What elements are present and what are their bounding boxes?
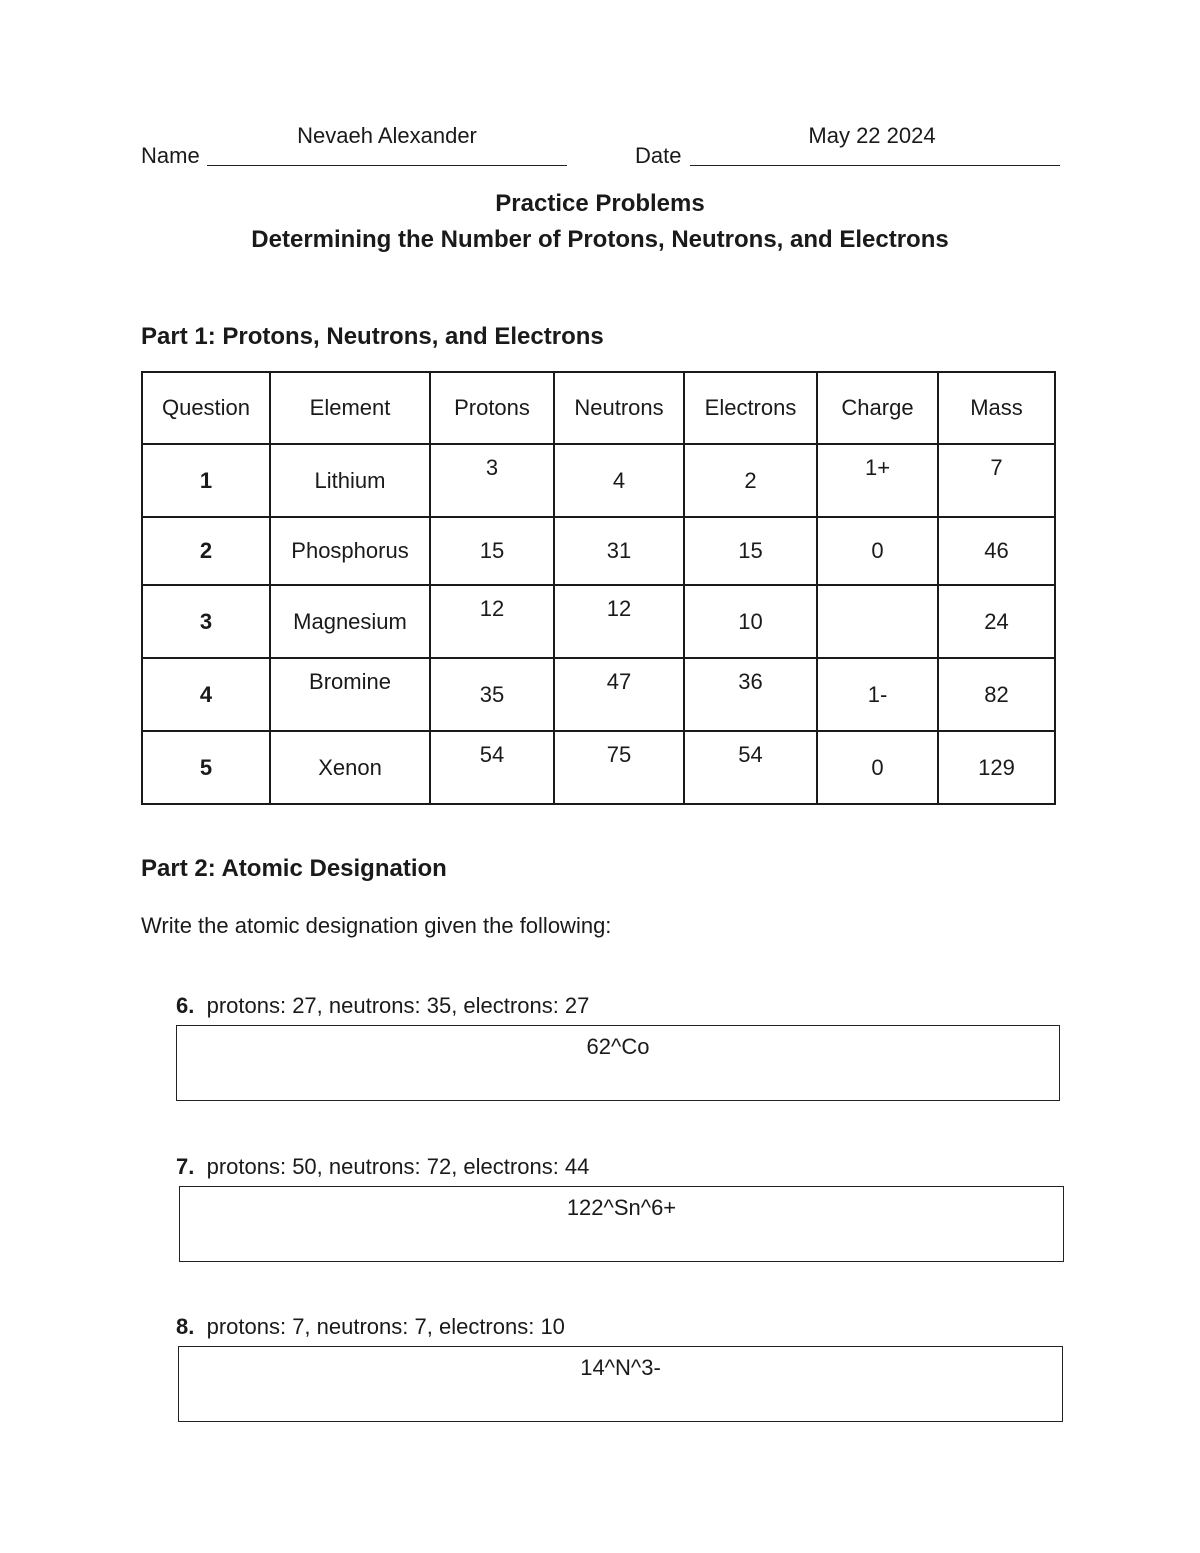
element-cell[interactable]: Magnesium (293, 608, 407, 634)
question-number: 4 (199, 681, 213, 707)
element-cell[interactable]: Bromine (309, 669, 391, 694)
charge-cell[interactable]: 1+ (864, 455, 891, 480)
problem-number: 6. (176, 993, 195, 1018)
column-header: Electrons (684, 372, 817, 444)
mass-cell[interactable]: 129 (978, 754, 1015, 780)
page-subtitle: Determining the Number of Protons, Neutrons, and Electrons (251, 226, 949, 253)
answer-text: 122^Sn^6+ (566, 1195, 677, 1220)
answer-text: 62^Co (586, 1034, 650, 1059)
column-header: Charge (817, 372, 938, 444)
problem-prompt: protons: 7, neutrons: 7, electrons: 10 (206, 1314, 565, 1339)
protons-cell[interactable]: 35 (479, 681, 505, 707)
part2-instruction: Write the atomic designation given the following: (141, 913, 612, 938)
charge-cell[interactable]: 1- (867, 681, 888, 707)
table-header-row (142, 372, 1055, 444)
protons-cell[interactable]: 54 (479, 742, 505, 767)
question-number: 2 (199, 538, 213, 563)
electrons-cell[interactable]: 15 (738, 538, 763, 563)
answer-text: 14^N^3- (580, 1355, 661, 1380)
neutrons-cell[interactable]: 75 (606, 742, 632, 767)
date-label: Date (635, 143, 682, 168)
table-row (142, 585, 1055, 658)
mass-cell[interactable]: 82 (984, 681, 1009, 707)
charge-cell[interactable]: 0 (871, 754, 884, 780)
electrons-cell[interactable]: 2 (744, 467, 757, 493)
element-cell[interactable]: Xenon (318, 754, 382, 780)
column-header: Mass (938, 372, 1055, 444)
question-number: 1 (199, 467, 213, 493)
element-cell[interactable]: Phosphorus (291, 538, 409, 563)
name-label: Name (141, 143, 200, 168)
element-cell[interactable]: Lithium (314, 467, 386, 493)
question-number: 5 (199, 754, 213, 780)
problem-prompt: protons: 50, neutrons: 72, electrons: 44 (206, 1154, 590, 1179)
neutrons-cell[interactable]: 12 (606, 596, 632, 621)
protons-cell[interactable]: 12 (479, 596, 505, 621)
part2-heading: Part 2: Atomic Designation (141, 855, 447, 882)
protons-cell[interactable]: 3 (485, 455, 499, 480)
electrons-cell[interactable]: 36 (738, 669, 763, 694)
table-row (142, 517, 1055, 585)
question-number: 3 (199, 608, 213, 634)
date-field[interactable]: May 22 2024 (808, 123, 936, 148)
column-header: Element (270, 372, 430, 444)
answer-box-6[interactable] (176, 1025, 1060, 1101)
problem-8 (176, 1314, 565, 1340)
protons-cell[interactable]: 15 (479, 538, 505, 563)
problem-7 (176, 1154, 589, 1180)
mass-cell[interactable]: 24 (984, 608, 1009, 634)
mass-cell[interactable]: 7 (990, 455, 1003, 480)
neutrons-cell[interactable]: 47 (606, 669, 632, 694)
column-header: Question (142, 372, 270, 444)
electrons-cell[interactable]: 10 (738, 608, 763, 634)
column-header: Neutrons (554, 372, 684, 444)
neutrons-cell[interactable]: 4 (612, 467, 626, 493)
part1-heading: Part 1: Protons, Neutrons, and Electrons (141, 323, 604, 350)
page-title: Practice Problems (495, 190, 705, 217)
table-row (142, 444, 1055, 517)
answer-box-7[interactable] (179, 1186, 1064, 1262)
table-row (142, 658, 1055, 731)
date-underline (690, 165, 1060, 166)
charge-cell[interactable]: 0 (871, 538, 884, 563)
name-underline (207, 165, 567, 166)
problem-6 (176, 993, 589, 1019)
problem-number: 8. (176, 1314, 195, 1339)
column-header: Protons (430, 372, 554, 444)
mass-cell[interactable]: 46 (984, 538, 1009, 563)
problem-number: 7. (176, 1154, 195, 1179)
part1-table (141, 371, 1056, 805)
name-field[interactable]: Nevaeh Alexander (297, 123, 477, 148)
table-row (142, 731, 1055, 804)
neutrons-cell[interactable]: 31 (606, 538, 632, 563)
answer-box-8[interactable] (178, 1346, 1063, 1422)
problem-prompt: protons: 27, neutrons: 35, electrons: 27 (206, 993, 590, 1018)
electrons-cell[interactable]: 54 (738, 742, 763, 767)
